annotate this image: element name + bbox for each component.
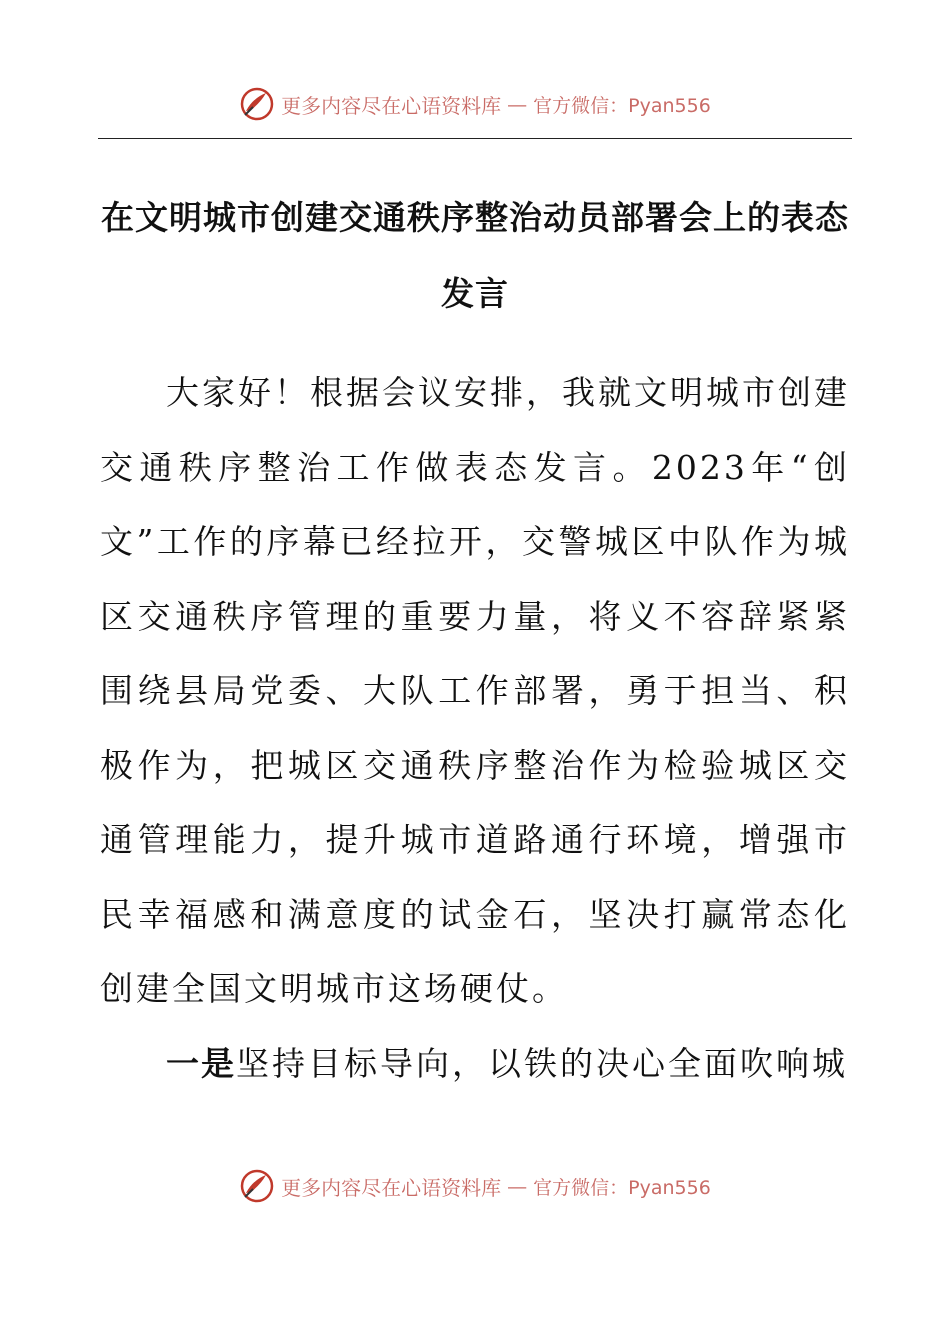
quill-pen-circle-icon [239,1168,275,1204]
footer-banner [239,1168,711,1204]
quill-pen-circle-icon [239,86,275,122]
paragraph-lead: 一是 [166,1043,236,1083]
page-footer [0,1162,950,1210]
document-body [100,356,850,1101]
document-title: 在文明城市创建交通秩序整治动员部署会上的表态发言 [101,198,849,313]
header-divider [98,138,852,139]
paragraph-1 [100,356,850,1027]
page-header [0,80,950,128]
banner-text: 更多内容尽在心语资料库 [281,1175,502,1200]
banner-wechat: 官方微信：Pyan556 [533,94,711,117]
paragraph-text: 坚持目标导向，以铁的决心全面吹响城 [236,1043,848,1083]
banner-text: 更多内容尽在心语资料库 [281,93,502,118]
banner-separator: — [507,1174,528,1198]
banner-wechat: 官方微信：Pyan556 [533,1176,711,1199]
paragraph-text: 大家好！根据会议安排，我就文明城市创建交通秩序整治工作做表态发言。2023年“创文”工作的序幕已经拉开，交警城区中队作为城区交通秩序管理的重要力量，将义不容辞紧紧围绕县局党委、大队工作部署，勇于担当、积极作为，把城区交通秩序整治作为检验城区交通管理能力，提升城市道路通行环境，增强市民幸福感和满意度的试金石，坚决打赢常态化创建全国文明城市这场硬仗。 [100,373,850,1008]
paragraph-2 [100,1027,850,1102]
banner-separator: — [507,92,528,116]
header-banner [239,86,711,122]
